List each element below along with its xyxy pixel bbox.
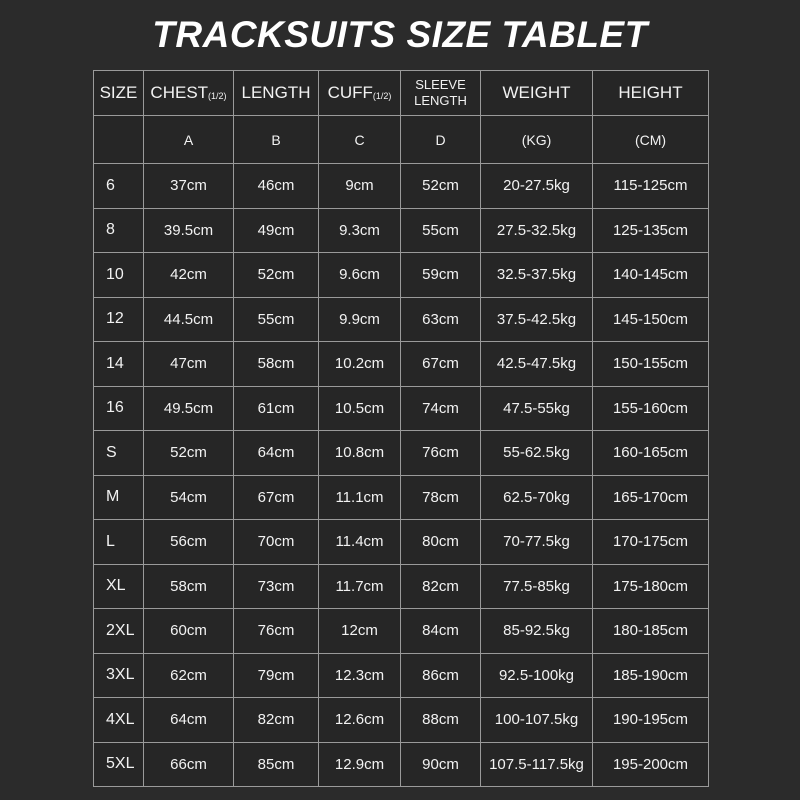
table-row bbox=[94, 386, 709, 431]
table-cell: 27.5-32.5kg bbox=[481, 208, 593, 253]
table-cell: 46cm bbox=[234, 164, 319, 209]
table-cell: 160-165cm bbox=[593, 431, 709, 476]
size-cell: L bbox=[94, 520, 144, 565]
table-row bbox=[94, 742, 709, 787]
table-cell: 37.5-42.5kg bbox=[481, 297, 593, 342]
size-cell: 2XL bbox=[94, 609, 144, 654]
table-cell: 20-27.5kg bbox=[481, 164, 593, 209]
table-cell: 10.5cm bbox=[319, 386, 401, 431]
header-chest bbox=[144, 71, 234, 116]
table-cell: 70cm bbox=[234, 520, 319, 565]
table-cell: 47.5-55kg bbox=[481, 386, 593, 431]
size-table bbox=[93, 70, 709, 787]
table-cell: 9.6cm bbox=[319, 253, 401, 298]
header-length: LENGTH bbox=[234, 71, 319, 116]
table-cell: 190-195cm bbox=[593, 698, 709, 743]
table-cell: 92.5-100kg bbox=[481, 653, 593, 698]
header-row bbox=[94, 71, 709, 116]
table-cell: 85cm bbox=[234, 742, 319, 787]
size-cell: 12 bbox=[94, 297, 144, 342]
subheader-cell: C bbox=[319, 116, 401, 164]
table-cell: 88cm bbox=[401, 698, 481, 743]
table-cell: 42cm bbox=[144, 253, 234, 298]
table-row bbox=[94, 431, 709, 476]
table-cell: 79cm bbox=[234, 653, 319, 698]
header-cuff bbox=[319, 71, 401, 116]
header-cuff-label: CUFF bbox=[327, 83, 373, 102]
table-cell: 64cm bbox=[144, 698, 234, 743]
table-cell: 62cm bbox=[144, 653, 234, 698]
table-cell: 47cm bbox=[144, 342, 234, 387]
table-cell: 140-145cm bbox=[593, 253, 709, 298]
table-row bbox=[94, 297, 709, 342]
subheader-cell: (CM) bbox=[593, 116, 709, 164]
table-cell: 64cm bbox=[234, 431, 319, 476]
header-sleeve-line2: LENGTH bbox=[414, 92, 467, 108]
table-cell: 76cm bbox=[234, 609, 319, 654]
table-cell: 52cm bbox=[144, 431, 234, 476]
table-cell: 52cm bbox=[401, 164, 481, 209]
table-cell: 185-190cm bbox=[593, 653, 709, 698]
table-row bbox=[94, 564, 709, 609]
table-cell: 125-135cm bbox=[593, 208, 709, 253]
page-title: TRACKSUITS SIZE TABLET bbox=[152, 14, 648, 55]
subheader-cell bbox=[94, 116, 144, 164]
table-cell: 62.5-70kg bbox=[481, 475, 593, 520]
table-row bbox=[94, 698, 709, 743]
table-row bbox=[94, 475, 709, 520]
size-cell: 4XL bbox=[94, 698, 144, 743]
table-row bbox=[94, 609, 709, 654]
table-cell: 85-92.5kg bbox=[481, 609, 593, 654]
header-chest-label: CHEST bbox=[150, 83, 209, 102]
table-cell: 9.9cm bbox=[319, 297, 401, 342]
table-cell: 11.1cm bbox=[319, 475, 401, 520]
table-cell: 155-160cm bbox=[593, 386, 709, 431]
size-cell: S bbox=[94, 431, 144, 476]
table-cell: 70-77.5kg bbox=[481, 520, 593, 565]
table-cell: 58cm bbox=[234, 342, 319, 387]
table-cell: 66cm bbox=[144, 742, 234, 787]
table-cell: 49.5cm bbox=[144, 386, 234, 431]
header-sleeve-line1: SLEEVE bbox=[415, 76, 466, 92]
table-row bbox=[94, 342, 709, 387]
table-cell: 56cm bbox=[144, 520, 234, 565]
table-cell: 84cm bbox=[401, 609, 481, 654]
table-cell: 90cm bbox=[401, 742, 481, 787]
table-cell: 77.5-85kg bbox=[481, 564, 593, 609]
table-cell: 44.5cm bbox=[144, 297, 234, 342]
table-cell: 82cm bbox=[234, 698, 319, 743]
table-cell: 150-155cm bbox=[593, 342, 709, 387]
size-cell: 6 bbox=[94, 164, 144, 209]
table-cell: 42.5-47.5kg bbox=[481, 342, 593, 387]
table-cell: 63cm bbox=[401, 297, 481, 342]
table-cell: 107.5-117.5kg bbox=[481, 742, 593, 787]
table-cell: 12cm bbox=[319, 609, 401, 654]
header-cuff-sub: (1/2) bbox=[372, 91, 392, 101]
header-weight: WEIGHT bbox=[481, 71, 593, 116]
size-cell: 8 bbox=[94, 208, 144, 253]
table-cell: 9cm bbox=[319, 164, 401, 209]
table-cell: 86cm bbox=[401, 653, 481, 698]
table-cell: 195-200cm bbox=[593, 742, 709, 787]
table-cell: 12.3cm bbox=[319, 653, 401, 698]
subheader-row bbox=[94, 116, 709, 164]
table-row bbox=[94, 164, 709, 209]
size-cell: M bbox=[94, 475, 144, 520]
table-cell: 11.7cm bbox=[319, 564, 401, 609]
table-cell: 80cm bbox=[401, 520, 481, 565]
size-cell: 14 bbox=[94, 342, 144, 387]
size-cell: 10 bbox=[94, 253, 144, 298]
table-cell: 165-170cm bbox=[593, 475, 709, 520]
subheader-cell: D bbox=[401, 116, 481, 164]
table-cell: 175-180cm bbox=[593, 564, 709, 609]
table-cell: 170-175cm bbox=[593, 520, 709, 565]
table-cell: 10.2cm bbox=[319, 342, 401, 387]
table-cell: 10.8cm bbox=[319, 431, 401, 476]
table-cell: 12.6cm bbox=[319, 698, 401, 743]
table-cell: 74cm bbox=[401, 386, 481, 431]
table-cell: 60cm bbox=[144, 609, 234, 654]
table-cell: 67cm bbox=[234, 475, 319, 520]
table-cell: 55-62.5kg bbox=[481, 431, 593, 476]
table-cell: 54cm bbox=[144, 475, 234, 520]
table-cell: 52cm bbox=[234, 253, 319, 298]
table-cell: 37cm bbox=[144, 164, 234, 209]
header-chest-sub: (1/2) bbox=[208, 91, 227, 101]
size-cell: XL bbox=[94, 564, 144, 609]
table-cell: 73cm bbox=[234, 564, 319, 609]
table-row bbox=[94, 653, 709, 698]
table-cell: 55cm bbox=[234, 297, 319, 342]
table-cell: 78cm bbox=[401, 475, 481, 520]
table-cell: 49cm bbox=[234, 208, 319, 253]
table-row bbox=[94, 520, 709, 565]
table-cell: 180-185cm bbox=[593, 609, 709, 654]
table-cell: 11.4cm bbox=[319, 520, 401, 565]
subheader-cell: A bbox=[144, 116, 234, 164]
header-height: HEIGHT bbox=[593, 71, 709, 116]
subheader-cell: B bbox=[234, 116, 319, 164]
table-cell: 67cm bbox=[401, 342, 481, 387]
table-cell: 59cm bbox=[401, 253, 481, 298]
subheader-cell: (KG) bbox=[481, 116, 593, 164]
size-cell: 16 bbox=[94, 386, 144, 431]
table-cell: 58cm bbox=[144, 564, 234, 609]
size-cell: 5XL bbox=[94, 742, 144, 787]
table-row bbox=[94, 208, 709, 253]
size-cell: 3XL bbox=[94, 653, 144, 698]
header-sleeve-length bbox=[401, 71, 481, 116]
table-cell: 9.3cm bbox=[319, 208, 401, 253]
table-cell: 55cm bbox=[401, 208, 481, 253]
header-size: SIZE bbox=[94, 71, 144, 116]
table-cell: 76cm bbox=[401, 431, 481, 476]
table-cell: 100-107.5kg bbox=[481, 698, 593, 743]
table-cell: 82cm bbox=[401, 564, 481, 609]
table-cell: 12.9cm bbox=[319, 742, 401, 787]
table-cell: 61cm bbox=[234, 386, 319, 431]
table-cell: 115-125cm bbox=[593, 164, 709, 209]
table-cell: 32.5-37.5kg bbox=[481, 253, 593, 298]
table-cell: 145-150cm bbox=[593, 297, 709, 342]
table-cell: 39.5cm bbox=[144, 208, 234, 253]
table-row bbox=[94, 253, 709, 298]
